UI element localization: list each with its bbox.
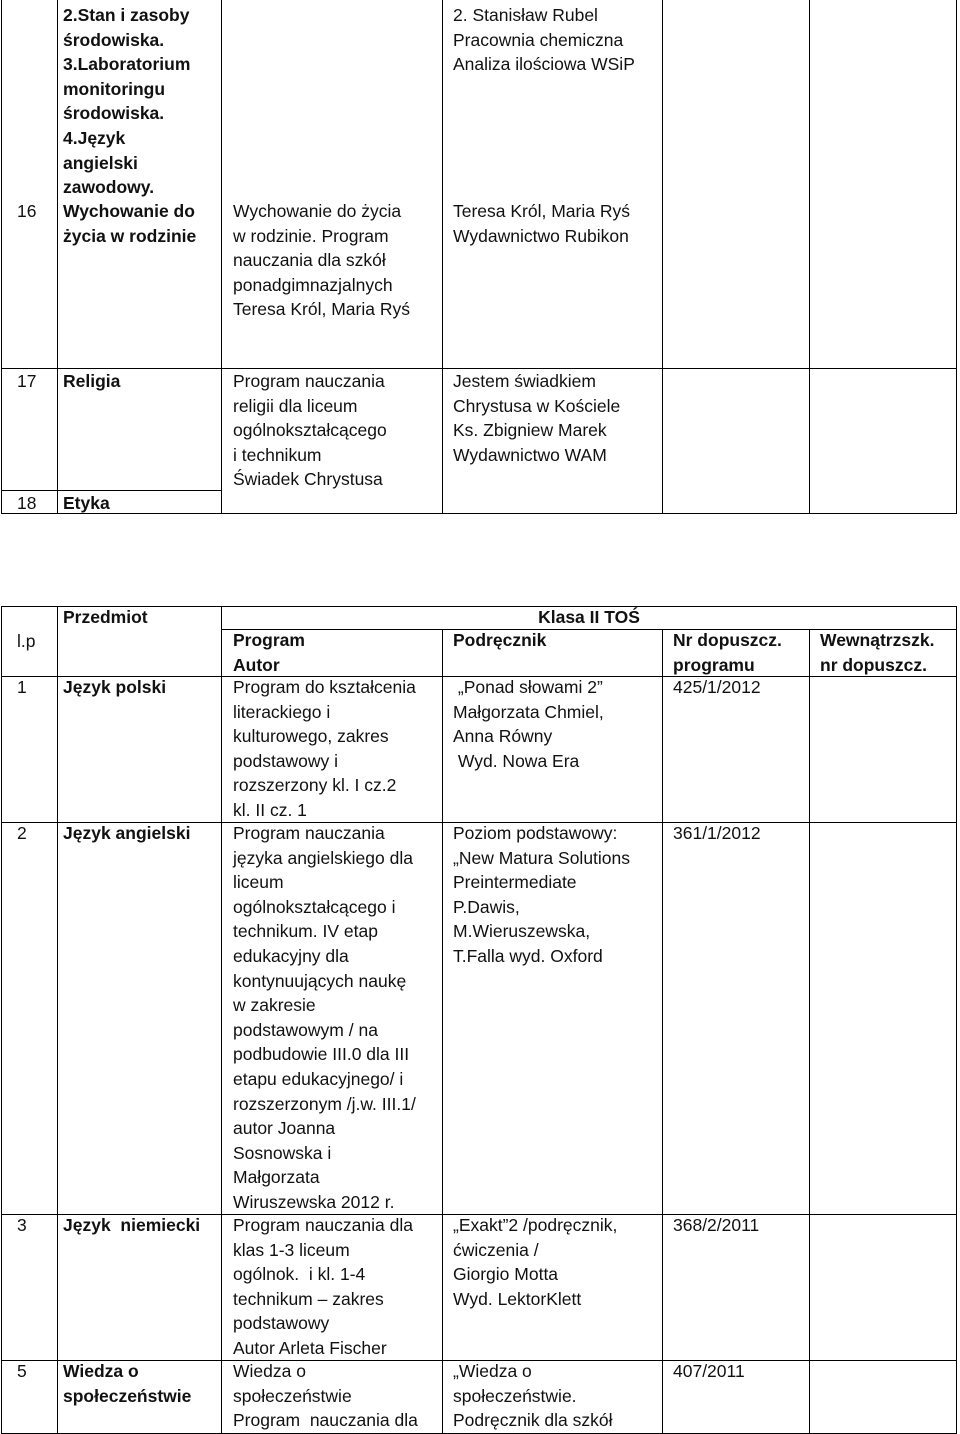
table-row-3-textbook: „Exakt”2 /podręcznik, ćwiczenia / Giorgio Motta Wyd. LektorKlett	[453, 1215, 618, 1309]
table-row-3-number: 3	[17, 1215, 27, 1235]
table-row-5-number: 5	[17, 1361, 27, 1381]
row16-textbook: Teresa Król, Maria Ryś Wydawnictwo Rubikon	[453, 201, 630, 246]
row17-textbook: Jestem świadkiem Chrystusa w Kościele Ks. Zbigniew Marek Wydawnictwo WAM	[453, 371, 621, 465]
table-row-2-number: 2	[17, 823, 27, 843]
table-row-5-textbook: „Wiedza o społeczeństwie. Podręcznik dla szkół	[453, 1361, 613, 1431]
header-lp: l.p	[17, 631, 36, 651]
table-row-5-subject: Wiedza o społeczeństwie	[63, 1361, 192, 1406]
table-row-3-program: Program nauczania dla klas 1-3 liceum ogólnok. i kl. 1-4 technikum – zakres podstawowy Autor Arleta Fischer	[233, 1215, 413, 1358]
table-row-2-textbook: Poziom podstawowy: „New Matura Solutions Preintermediate P.Dawis, M.Wieruszewska, T.Falla wyd. Oxford	[453, 823, 631, 966]
table-row-3-subject: Język niemiecki	[63, 1215, 201, 1235]
header-textbook: Podręcznik	[453, 630, 547, 650]
row16-number: 16	[17, 201, 37, 221]
row18-subject: Etyka	[63, 493, 110, 513]
header-class-title: Klasa II TOŚ	[538, 607, 640, 627]
row18-number: 18	[17, 493, 37, 513]
table-row-1-textbook: „Ponad słowami 2” Małgorzata Chmiel, Anna Równy Wyd. Nowa Era	[453, 677, 604, 771]
row17-subject: Religia	[63, 371, 121, 391]
table-row-1-program: Program do kształcenia literackiego i kulturowego, zakres podstawowy i rozszerzony kl. I cz.2 kl. II cz. 1	[233, 677, 416, 820]
row16-program: Wychowanie do życia w rodzinie. Program nauczania dla szkół ponadgimnazjalnych Teresa Król, Maria Ryś	[233, 201, 410, 320]
table-row-2-program: Program nauczania języka angielskiego dla liceum ogólnokształcącego i technikum. IV etap edukacyjny dla kontynuujących naukę w zakresie podstawowym / na podbudowie III.0 dla III etapu edukacyjnego/ i rozszerzonym /j.w. III.1/ autor Joanna Sosnowska i Małgorzata Wiruszewska 2012 r.	[233, 823, 416, 1212]
table-row-5-approval-nr: 407/2011	[673, 1361, 745, 1381]
header-program: Program Autor	[233, 630, 305, 675]
header-internal-nr: Wewnątrzszk. nr dopuszcz.	[820, 630, 935, 675]
cont-subject-cell: 2.Stan i zasoby środowiska. 3.Laboratorium monitoringu środowiska. 4.Język angielski zawodowy.	[63, 5, 191, 198]
table-row-1-approval-nr: 425/1/2012	[673, 677, 761, 697]
table-row-1-number: 1	[17, 677, 27, 697]
cont-textbook-cell: 2. Stanisław Rubel Pracownia chemiczna Analiza ilościowa WSiP	[453, 5, 635, 75]
table-row-3-approval-nr: 368/2/2011	[673, 1215, 760, 1235]
table-row-2-subject: Język angielski	[63, 823, 191, 843]
header-approval-nr: Nr dopuszcz. programu	[673, 630, 782, 675]
table-row-2-approval-nr: 361/1/2012	[673, 823, 761, 843]
row17-number: 17	[17, 371, 37, 391]
row17-program: Program nauczania religii dla liceum ogólnokształcącego i technikum Świadek Chrystusa	[233, 371, 387, 490]
row16-subject: Wychowanie do życia w rodzinie	[63, 201, 197, 246]
table-row-1-subject: Język polski	[63, 677, 167, 697]
header-subject: Przedmiot	[63, 607, 148, 627]
table-row-5-program: Wiedza o społeczeństwie Program nauczania dla	[233, 1361, 418, 1431]
